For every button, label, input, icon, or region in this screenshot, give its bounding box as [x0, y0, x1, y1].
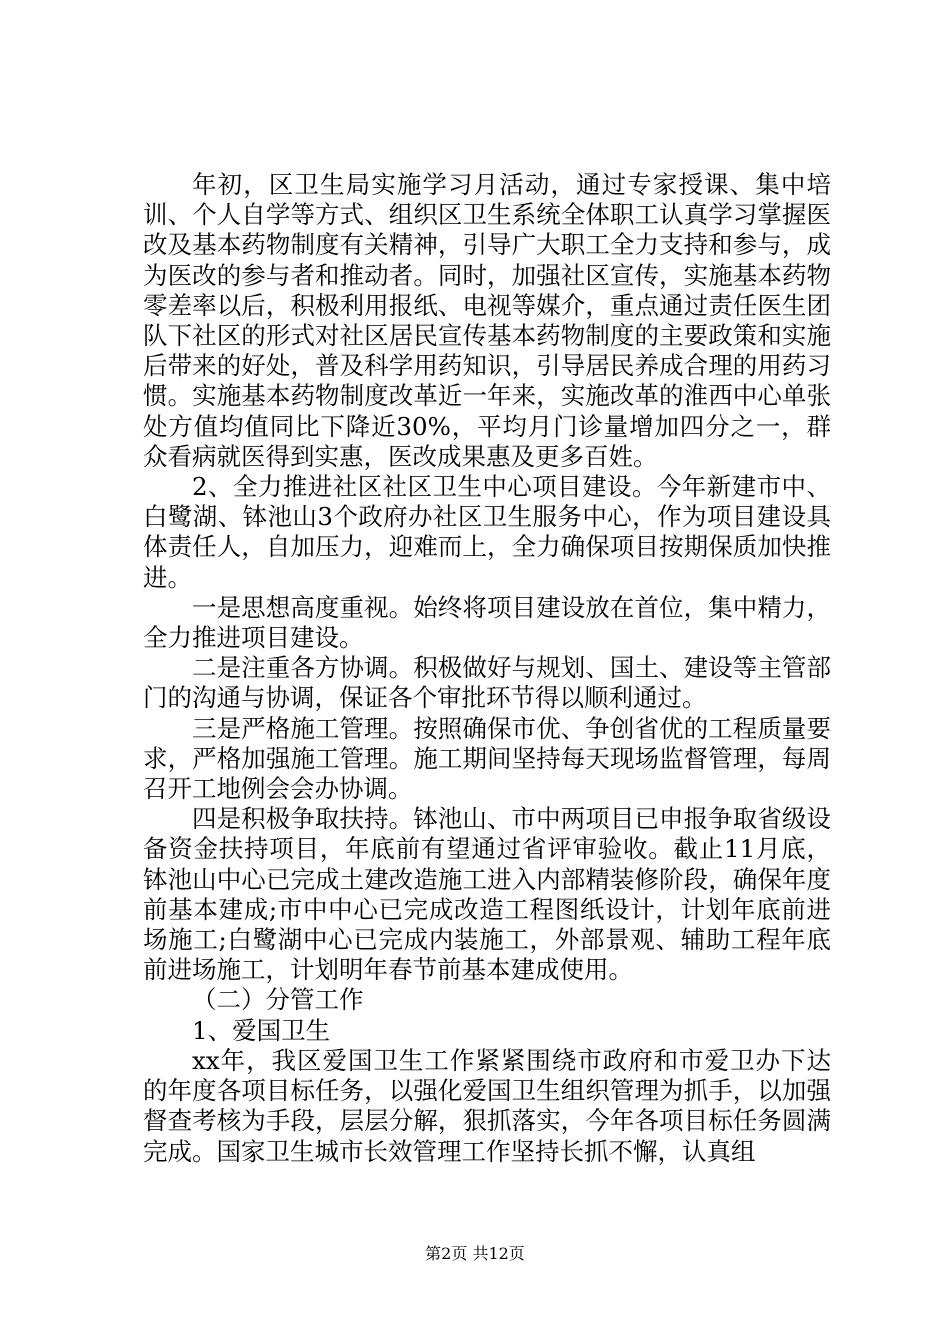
paragraph-project-construction: 2、全力推进社区社区卫生中心项目建设。今年新建市中、白鹭湖、钵池山3个政府办社区卫生服务中心，作为项目建设具体责任人，自加压力，迎难而上，全力确保项目按期保质加快推进。 [143, 472, 831, 592]
paragraph-point-two: 二是注重各方协调。积极做好与规划、国土、建设等主管部门的沟通与协调，保证各个审批环节得以顺利通过。 [143, 653, 831, 713]
paragraph-point-three: 三是严格施工管理。按照确保市优、争创省优的工程质量要求，严格加强施工管理。施工期间坚持每天现场监督管理，每周召开工地例会会办协调。 [143, 713, 831, 804]
page-footer: 第2页 共12页 [425, 1244, 525, 1263]
section-heading-managed-work: （二）分管工作 [192, 985, 364, 1015]
document-body [143, 170, 831, 1167]
paragraph-point-one: 一是思想高度重视。始终将项目建设放在首位，集中精力，全力推进项目建设。 [143, 592, 831, 653]
subsection-heading-patriotic-health: 1、爱国卫生 [192, 1015, 331, 1045]
paragraph-reform-publicity: 年初，区卫生局实施学习月活动，通过专家授课、集中培训、个人自学等方式、组织区卫生系统全体职工认真学习掌握医改及基本药物制度有关精神，引导广大职工全力支持和参与，成为医改的参与者和推动者。同时，加强社区宣传，实施基本药物零差率以后，积极利用报纸、电视等媒介，重点通过责任医生团队下社区的形式对社区居民宣传基本药物制度的主要政策和实施后带来的好处，普及科学用药知识，引导居民养成合理的用药习惯。实施基本药物制度改革近一年来，实施改革的淮西中心单张处方值均值同比下降近30%，平均月门诊量增加四分之一，群众看病就医得到实惠，医改成果惠及更多百姓。 [143, 170, 831, 471]
paragraph-patriotic-health: xx年，我区爱国卫生工作紧紧围绕市政府和市爱卫办下达的年度各项目标任务，以强化爱国卫生组织管理为抓手，以加强督查考核为手段，层层分解，狠抓落实，今年各项目标任务圆满完成。国家卫生城市长效管理工作坚持长抓不懈，认真组 [143, 1045, 831, 1166]
paragraph-point-four: 四是积极争取扶持。钵池山、市中两项目已申报争取省级设备资金扶持项目，年底前有望通过省评审验收。截止11月底，钵池山中心已完成土建改造施工进入内部精装修阶段，确保年度前基本建成;市中中心已完成改造工程图纸设计，计划年底前进场施工;白鹭湖中心已完成内装施工，外部景观、辅助工程年底前进场施工，计划明年春节前基本建成使用。 [143, 804, 831, 985]
